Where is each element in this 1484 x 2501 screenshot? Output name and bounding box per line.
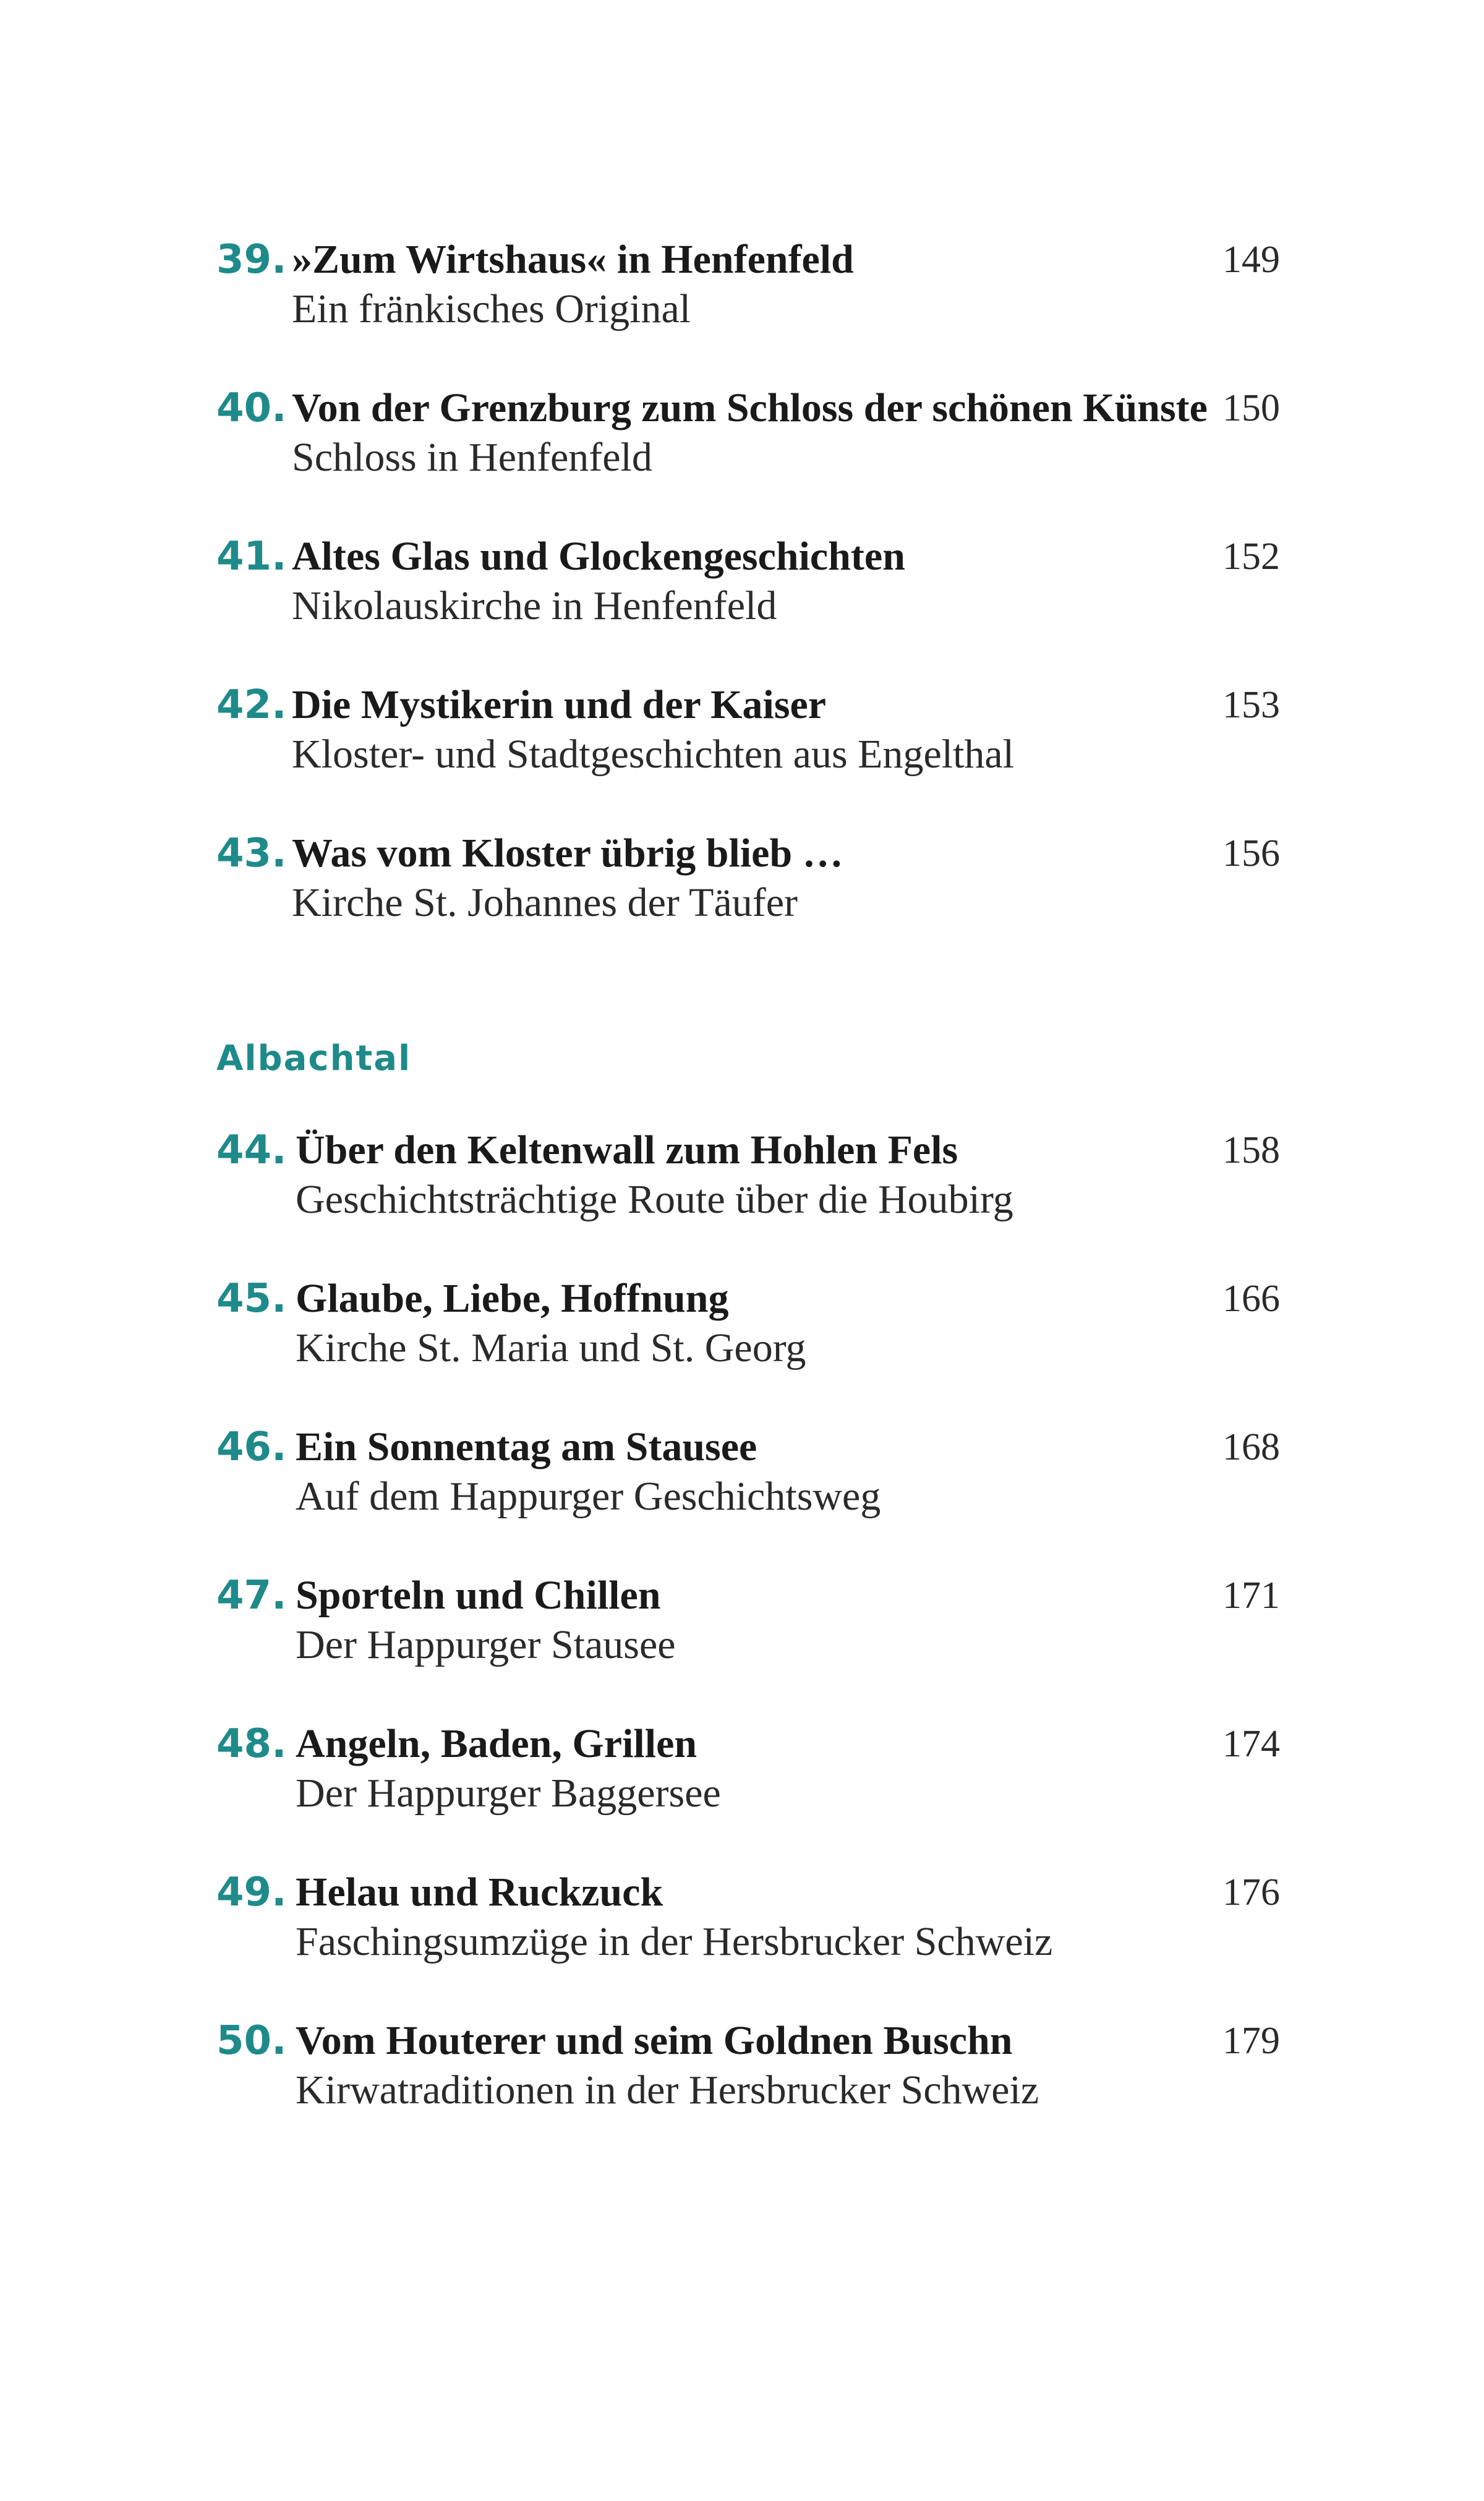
entry-subtitle: Nikolauskirche in Henfenfeld bbox=[292, 583, 777, 628]
entry-title: Sporteln und Chillen bbox=[296, 1573, 661, 1618]
entry-number: 43. bbox=[216, 831, 287, 876]
entry-number: 47. bbox=[216, 1573, 287, 1618]
entry-subtitle: Kirche St. Johannes der Täufer bbox=[292, 880, 798, 925]
entry-page-number: 156 bbox=[1222, 832, 1280, 874]
entry-subtitle: Ein fränkisches Original bbox=[292, 286, 691, 331]
entry-title: Glaube, Liebe, Hoffnung bbox=[296, 1276, 729, 1321]
toc-entry-39[interactable] bbox=[0, 235, 1484, 359]
section-heading: Albachtal bbox=[216, 1038, 412, 1079]
entry-page-number: 150 bbox=[1222, 387, 1280, 429]
entry-number: 42. bbox=[216, 682, 287, 728]
toc-entry-44[interactable] bbox=[0, 1126, 1484, 1249]
toc-entry-47[interactable] bbox=[0, 1571, 1484, 1695]
entry-title: Von der Grenzburg zum Schloss der schönen Künste bbox=[292, 385, 1208, 430]
entry-subtitle: Kloster- und Stadtgeschichten aus Engelthal bbox=[292, 732, 1015, 777]
toc-entry-50[interactable] bbox=[0, 2016, 1484, 2140]
entry-page-number: 153 bbox=[1222, 684, 1280, 726]
entry-title: Vom Houterer und seim Goldnen Buschn bbox=[296, 2018, 1013, 2063]
entry-title: Helau und Ruckzuck bbox=[296, 1870, 663, 1915]
entry-title: Ein Sonnentag am Stausee bbox=[296, 1424, 757, 1469]
entry-subtitle: Der Happurger Stausee bbox=[296, 1622, 676, 1667]
entry-page-number: 176 bbox=[1222, 1871, 1280, 1913]
entry-page-number: 152 bbox=[1222, 536, 1280, 578]
entry-title: Die Mystikerin und der Kaiser bbox=[292, 682, 827, 727]
entry-page-number: 171 bbox=[1222, 1575, 1280, 1617]
entry-subtitle: Geschichtsträchtige Route über die Houbirg bbox=[296, 1177, 1013, 1222]
entry-number: 41. bbox=[216, 534, 287, 579]
entry-page-number: 174 bbox=[1222, 1723, 1280, 1765]
entry-number: 39. bbox=[216, 237, 287, 283]
entry-subtitle: Schloss in Henfenfeld bbox=[292, 435, 652, 480]
entry-subtitle: Faschingsumzüge in der Hersbrucker Schweiz bbox=[296, 1919, 1053, 1964]
entry-number: 49. bbox=[216, 1870, 287, 1915]
toc-entry-45[interactable] bbox=[0, 1274, 1484, 1398]
toc-entry-40[interactable] bbox=[0, 383, 1484, 507]
entry-page-number: 158 bbox=[1222, 1129, 1280, 1171]
toc-entry-43[interactable] bbox=[0, 829, 1484, 952]
toc-entry-48[interactable] bbox=[0, 1719, 1484, 1843]
entry-number: 40. bbox=[216, 385, 287, 431]
entry-number: 44. bbox=[216, 1127, 287, 1173]
toc-entry-46[interactable] bbox=[0, 1422, 1484, 1546]
entry-title: Angeln, Baden, Grillen bbox=[296, 1721, 697, 1766]
toc-entry-49[interactable] bbox=[0, 1868, 1484, 1991]
entry-subtitle: Der Happurger Baggersee bbox=[296, 1771, 721, 1816]
entry-number: 50. bbox=[216, 2018, 287, 2064]
entry-number: 48. bbox=[216, 1721, 287, 1767]
entry-title: Was vom Kloster übrig blieb … bbox=[292, 831, 843, 876]
entry-number: 45. bbox=[216, 1276, 287, 1322]
entry-title: Altes Glas und Glockengeschichten bbox=[292, 534, 905, 579]
toc-entry-41[interactable] bbox=[0, 532, 1484, 656]
toc-entry-42[interactable] bbox=[0, 680, 1484, 804]
entry-subtitle: Kirwatraditionen in der Hersbrucker Schweiz bbox=[296, 2067, 1039, 2113]
entry-page-number: 168 bbox=[1222, 1426, 1280, 1468]
entry-page-number: 149 bbox=[1222, 239, 1280, 281]
entry-subtitle: Auf dem Happurger Geschichtsweg bbox=[296, 1474, 881, 1519]
entry-subtitle: Kirche St. Maria und St. Georg bbox=[296, 1325, 806, 1370]
entry-title: Über den Keltenwall zum Hohlen Fels bbox=[296, 1127, 958, 1173]
entry-title: »Zum Wirtshaus« in Henfenfeld bbox=[292, 237, 854, 282]
entry-page-number: 166 bbox=[1222, 1278, 1280, 1320]
entry-number: 46. bbox=[216, 1424, 287, 1470]
entry-page-number: 179 bbox=[1222, 2020, 1280, 2062]
